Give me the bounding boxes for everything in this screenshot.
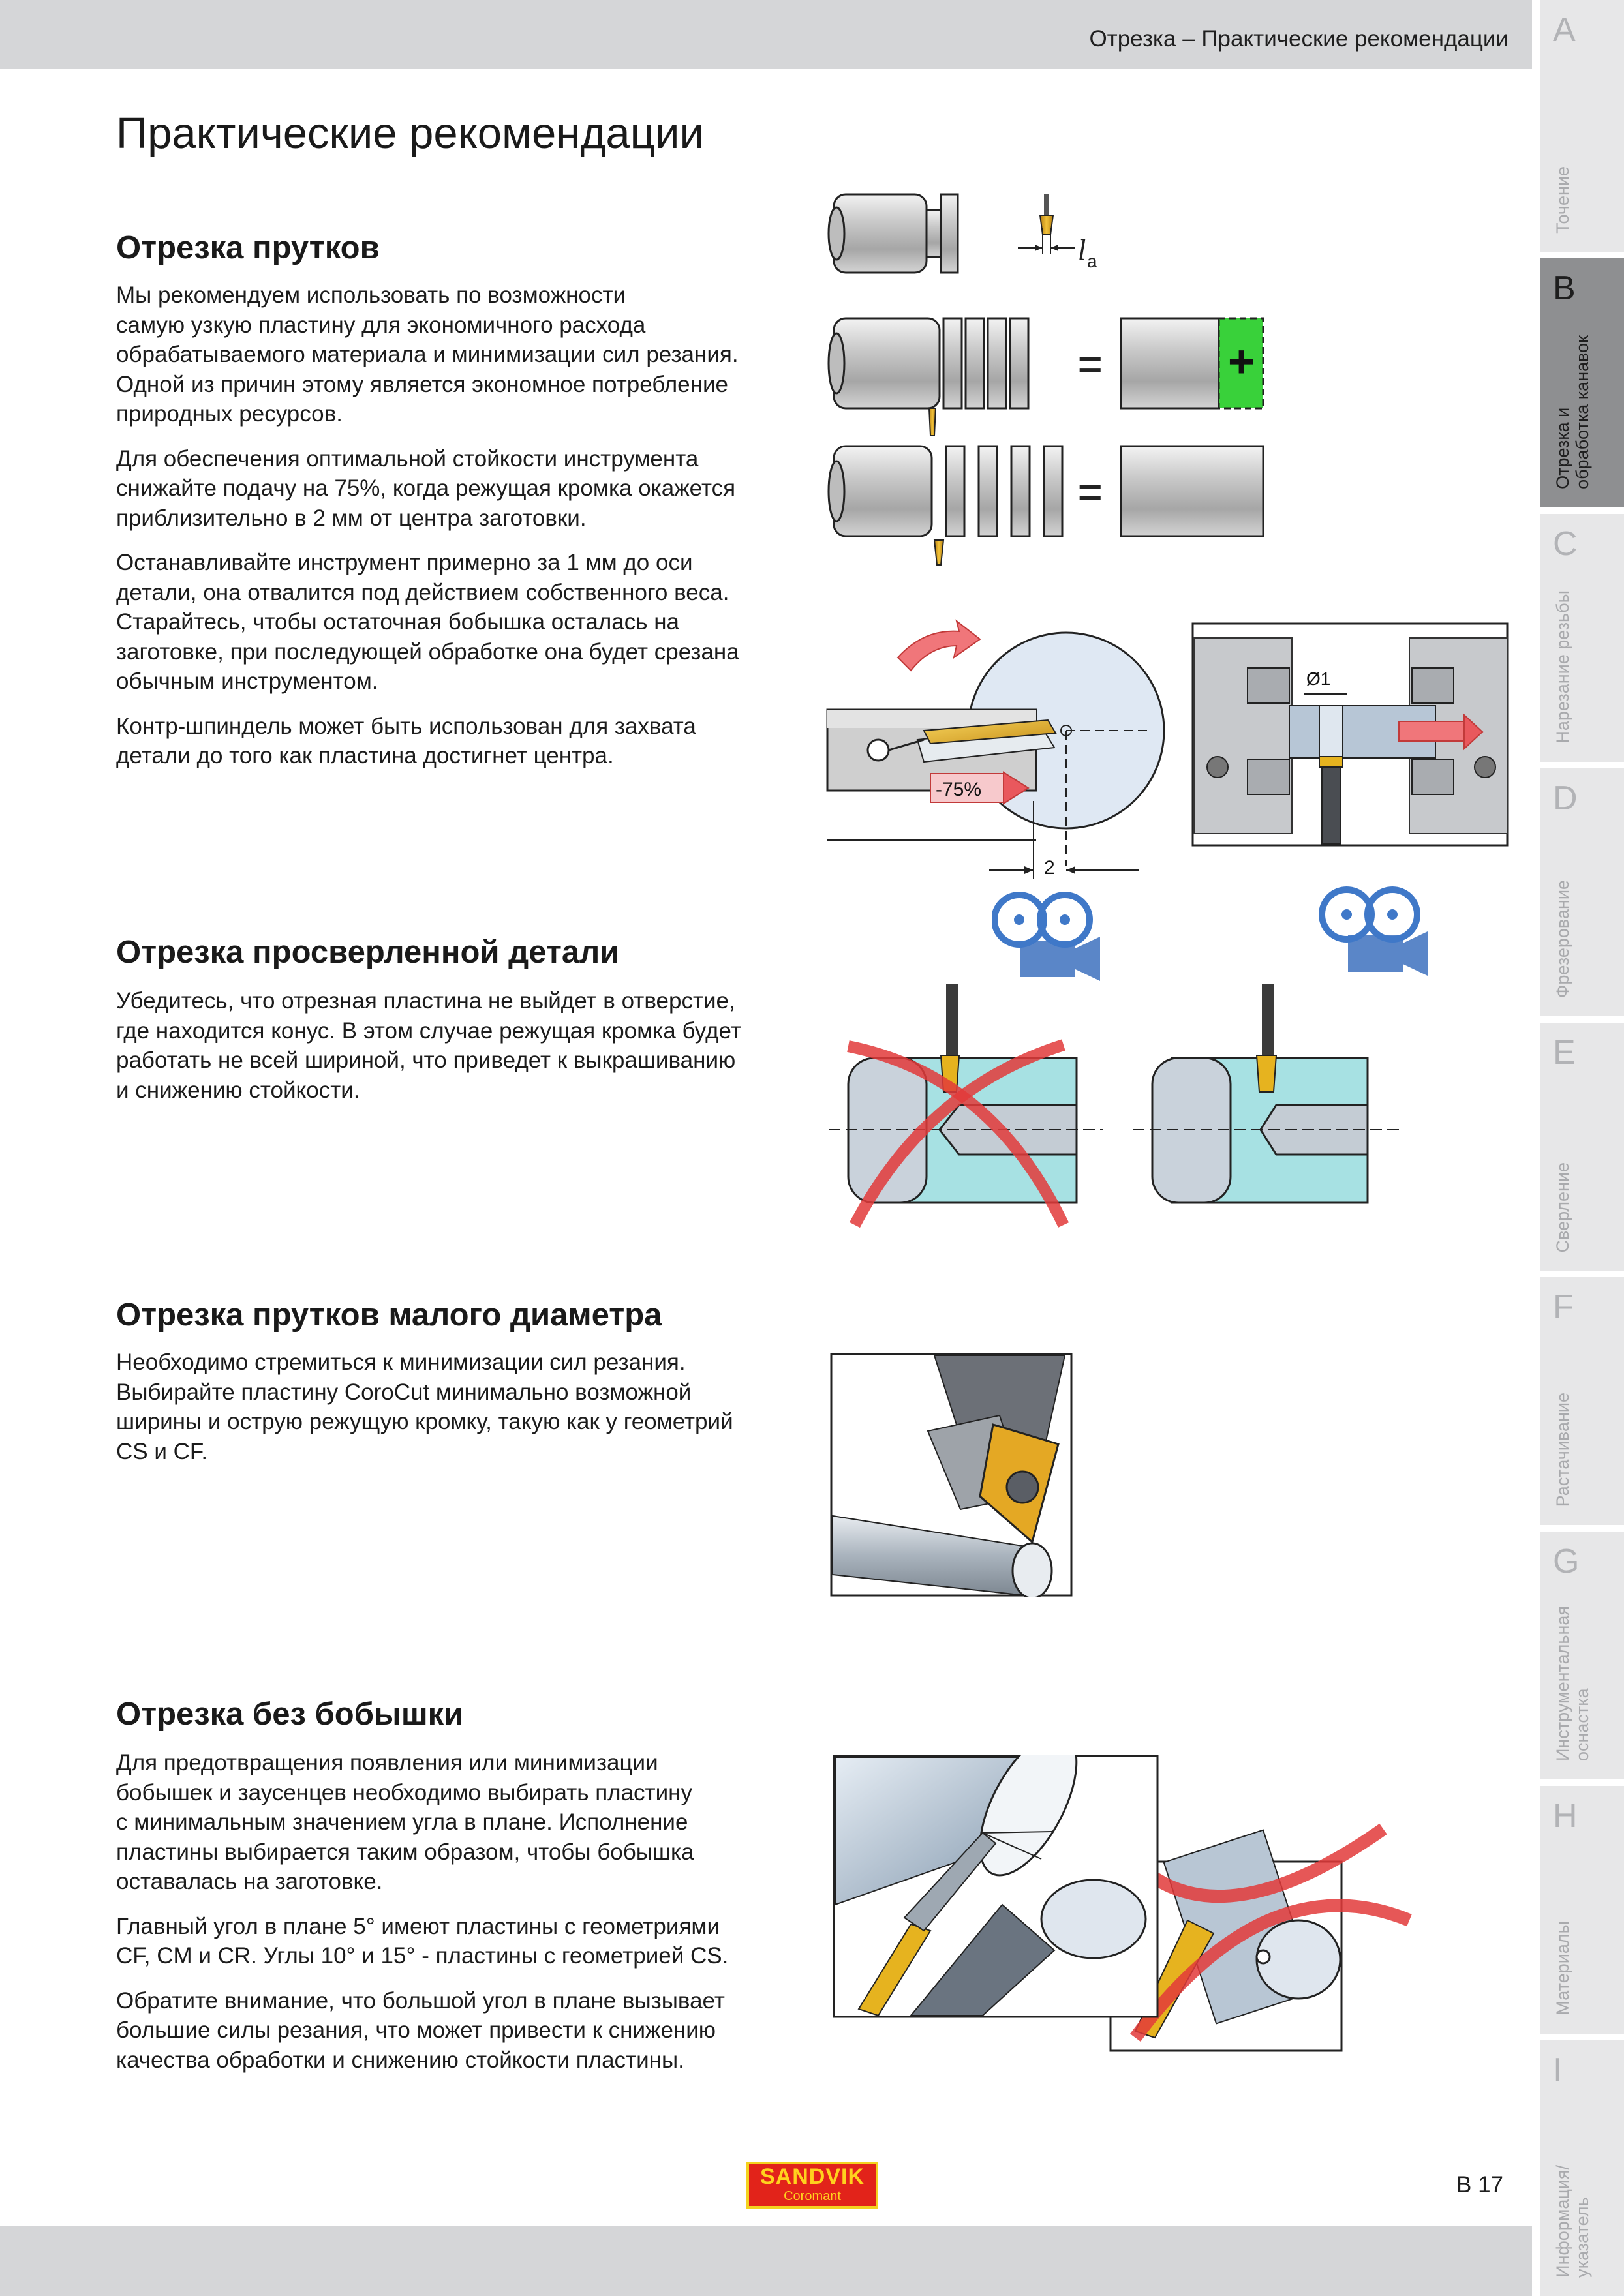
paragraph: Необходимо стремиться к минимизации сил резания. Выбирайте пластину CoroCut минимально возможной ширины и острую режущую кромку, такую как у геометрий CS и CF. bbox=[116, 1350, 733, 1464]
tab-letter: H bbox=[1553, 1797, 1578, 1835]
sub-spindle-figure bbox=[1191, 622, 1509, 847]
tab-label: Нарезание резьбы bbox=[1553, 590, 1572, 744]
section-body-small-diameter bbox=[116, 1348, 795, 1481]
feed-reduction-label: -75% bbox=[936, 779, 982, 800]
paragraph: Главный угол в плане 5° имеют пластины с геометриями CF, CM и CR. Углы 10° и 15° - пластины с геометрией CS. bbox=[116, 1913, 729, 1969]
section-body-pip-free bbox=[116, 1748, 795, 2090]
tab-letter: B bbox=[1553, 269, 1576, 307]
page-number: B 17 bbox=[1456, 2172, 1503, 2198]
tab-b[interactable] bbox=[1540, 258, 1624, 507]
section-heading-pip-free: Отрезка без бобышки bbox=[116, 1697, 464, 1732]
drilled-part-correct-figure bbox=[1133, 984, 1407, 1231]
diameter-label: Ø1 bbox=[1306, 669, 1331, 689]
distance-label: 2 bbox=[1044, 857, 1055, 879]
section-tabs bbox=[1540, 0, 1624, 2296]
paragraph: Останавливайте инструмент примерно за 1 мм до оси детали, она отвалится под действием собственного веса. Старайтесь, чтобы остаточная бобышка осталась на заготовке, при последующей обработке она будет срезана обычным инструментом. bbox=[116, 550, 739, 694]
footer-band bbox=[0, 2226, 1532, 2296]
tab-label: Инструментальная оснастка bbox=[1553, 1605, 1592, 1761]
paragraph: Обратите внимание, что большой угол в плане вызывает большие силы резания, что может привести к снижению качества обработки и снижению стойкости пластины. bbox=[116, 1987, 725, 2073]
tab-label: Отрезка и обработка канавок bbox=[1553, 335, 1592, 489]
tab-i[interactable] bbox=[1540, 2040, 1624, 2296]
bar-row-3 bbox=[829, 446, 1263, 565]
video-icon[interactable] bbox=[992, 888, 1103, 986]
page-title: Практические рекомендации bbox=[116, 109, 704, 158]
insert-width-figure bbox=[822, 183, 1279, 574]
tab-letter: G bbox=[1553, 1543, 1580, 1580]
logo-brand: SANDVIK bbox=[759, 2164, 865, 2189]
header-band bbox=[0, 0, 1532, 69]
video-icon[interactable] bbox=[1319, 883, 1430, 981]
width-symbol: l bbox=[1078, 234, 1086, 266]
tab-letter: C bbox=[1553, 525, 1578, 563]
width-subscript: a bbox=[1087, 251, 1097, 271]
equals-sign: = bbox=[1078, 468, 1103, 515]
tab-h[interactable] bbox=[1540, 1786, 1624, 2034]
tab-e[interactable] bbox=[1540, 1023, 1624, 1271]
running-title: Отрезка – Практические рекомендации bbox=[1089, 26, 1509, 52]
tab-letter: E bbox=[1553, 1034, 1576, 1072]
tab-c[interactable] bbox=[1540, 514, 1624, 762]
section-body-drilled-part bbox=[116, 986, 795, 1120]
section-heading-bar-parting: Отрезка прутков bbox=[116, 230, 380, 265]
tab-letter: D bbox=[1553, 779, 1578, 817]
tab-d[interactable] bbox=[1540, 768, 1624, 1016]
tab-label: Фрезерование bbox=[1553, 879, 1572, 998]
tab-label: Материалы bbox=[1553, 1921, 1572, 2016]
paragraph: Мы рекомендуем использовать по возможности самую узкую пластину для экономичного расхода обрабатываемого материала и минимизации сил резания. Одной из причин этому является экономное потребление природных ресурсов. bbox=[116, 282, 739, 427]
bar-row-1 bbox=[829, 194, 1097, 273]
tab-letter: I bbox=[1553, 2051, 1563, 2089]
tab-g[interactable] bbox=[1540, 1532, 1624, 1779]
tab-label: Точение bbox=[1553, 166, 1572, 234]
paragraph: Для обеспечения оптимальной стойкости инструмента снижайте подачу на 75%, когда режущая кромка окажется приблизительно в 2 мм от центра заготовки. bbox=[116, 446, 736, 531]
paragraph: Для предотвращения появления или минимизации бобышек и заусенцев необходимо выбирать пластину с минимальным значением угла в плане. Исполнение пластины выбирается таким образом, чтобы бобышка оставалась на заготовке. bbox=[116, 1750, 694, 1894]
feed-reduction-figure bbox=[826, 605, 1165, 886]
tab-label: Информация/ указатель bbox=[1553, 2165, 1592, 2278]
plus-sign: + bbox=[1228, 336, 1255, 387]
section-heading-small-diameter: Отрезка прутков малого диаметра bbox=[116, 1297, 662, 1333]
paragraph: Убедитесь, что отрезная пластина не выйдет в отверстие, где находится конус. В этом случае режущая кромка будет работать не всей шириной, что приведет к выкрашиванию и снижению стойкости. bbox=[116, 988, 741, 1103]
tab-a[interactable] bbox=[1540, 0, 1624, 252]
small-diameter-figure bbox=[830, 1353, 1073, 1597]
rotation-arrow-icon bbox=[898, 621, 980, 671]
tab-label: Сверление bbox=[1553, 1162, 1572, 1252]
sandvik-coromant-logo bbox=[746, 2162, 878, 2209]
logo-subbrand: Coromant bbox=[784, 2189, 841, 2203]
tab-label: Растачивание bbox=[1553, 1392, 1572, 1507]
tab-letter: A bbox=[1553, 11, 1576, 49]
tab-letter: F bbox=[1553, 1288, 1574, 1326]
section-heading-drilled-part: Отрезка просверленной детали bbox=[116, 935, 620, 970]
equals-sign: = bbox=[1078, 340, 1103, 387]
drilled-part-wrong-figure bbox=[829, 984, 1109, 1231]
paragraph: Контр-шпиндель может быть использован для захвата детали до того как пластина достигнет центра. bbox=[116, 713, 696, 768]
section-body-bar-parting bbox=[116, 280, 795, 786]
tab-f[interactable] bbox=[1540, 1277, 1624, 1525]
bar-row-2 bbox=[829, 318, 1263, 436]
pip-free-detail-figure bbox=[833, 1755, 1159, 2018]
